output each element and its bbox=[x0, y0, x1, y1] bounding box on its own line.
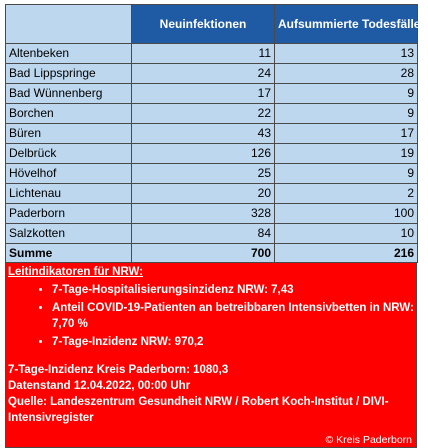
header-municipality bbox=[6, 5, 132, 44]
new-infections-value: 43 bbox=[132, 124, 275, 144]
municipality-name: Bad Lippspringe bbox=[6, 64, 132, 84]
indicators-list bbox=[8, 282, 414, 350]
deaths-value: 100 bbox=[275, 204, 418, 224]
table-row bbox=[6, 84, 418, 104]
municipality-name: Bad Wünnenberg bbox=[6, 84, 132, 104]
table-row bbox=[6, 104, 418, 124]
new-infections-value: 126 bbox=[132, 144, 275, 164]
deaths-value: 19 bbox=[275, 144, 418, 164]
total-label: Summe bbox=[6, 244, 132, 263]
table-row bbox=[6, 184, 418, 204]
data-timestamp: Datenstand 12.04.2022, 00:00 Uhr bbox=[8, 380, 191, 392]
municipality-name: Borchen bbox=[6, 104, 132, 124]
new-infections-value: 22 bbox=[132, 104, 275, 124]
header-new-infections: Neuinfektionen bbox=[132, 5, 275, 44]
new-infections-value: 84 bbox=[132, 224, 275, 244]
table-header-row bbox=[6, 5, 418, 44]
deaths-value: 9 bbox=[275, 84, 418, 104]
total-new-infections: 700 bbox=[132, 244, 275, 263]
municipality-name: Altenbeken bbox=[6, 44, 132, 64]
indicator-hospitalisation: • 7-Tage-Hospitalisierungsinzidenz NRW: 7,43 bbox=[52, 282, 414, 298]
table-row bbox=[6, 224, 418, 244]
nrw-indicators-box bbox=[5, 263, 417, 448]
new-infections-value: 11 bbox=[132, 44, 275, 64]
copyright-credit: © Kreis Paderborn bbox=[325, 434, 412, 446]
total-deaths: 216 bbox=[275, 244, 418, 263]
indicator-icu-share: • Anteil COVID-19-Patienten an betreibbaren Intensivbetten in NRW: 7,70 % bbox=[52, 300, 414, 332]
header-cumulative-deaths: Aufsummierte Todesfälle bbox=[275, 5, 418, 44]
table-row bbox=[6, 64, 418, 84]
table-row bbox=[6, 164, 418, 184]
deaths-value: 9 bbox=[275, 164, 418, 184]
deaths-value: 10 bbox=[275, 224, 418, 244]
new-infections-value: 17 bbox=[132, 84, 275, 104]
deaths-value: 13 bbox=[275, 44, 418, 64]
municipality-name: Lichtenau bbox=[6, 184, 132, 204]
deaths-value: 2 bbox=[275, 184, 418, 204]
new-infections-value: 25 bbox=[132, 164, 275, 184]
table-row bbox=[6, 124, 418, 144]
kreis-incidence: 7-Tage-Inzidenz Kreis Paderborn: 1080,3 bbox=[8, 364, 229, 376]
indicator-incidence-nrw: • 7-Tage-Inzidenz NRW: 970,2 bbox=[52, 334, 414, 350]
covid-statistics-graphic bbox=[5, 4, 421, 448]
table-row bbox=[6, 144, 418, 164]
source-note: Quelle: Landeszentrum Gesundheit NRW / Robert Koch-Institut / DIVI-Intensivregister bbox=[8, 396, 389, 424]
municipality-name: Hövelhof bbox=[6, 164, 132, 184]
new-infections-value: 24 bbox=[132, 64, 275, 84]
municipality-name: Paderborn bbox=[6, 204, 132, 224]
municipality-name: Büren bbox=[6, 124, 132, 144]
deaths-value: 9 bbox=[275, 104, 418, 124]
total-row bbox=[6, 244, 418, 263]
new-infections-value: 328 bbox=[132, 204, 275, 224]
municipality-name: Salzkotten bbox=[6, 224, 132, 244]
table-row bbox=[6, 204, 418, 224]
municipality-name: Delbrück bbox=[6, 144, 132, 164]
indicators-heading: Leitindikatoren für NRW: bbox=[8, 266, 144, 278]
deaths-value: 17 bbox=[275, 124, 418, 144]
municipality-table bbox=[5, 4, 421, 263]
deaths-value: 28 bbox=[275, 64, 418, 84]
new-infections-value: 20 bbox=[132, 184, 275, 204]
table-row bbox=[6, 44, 418, 64]
